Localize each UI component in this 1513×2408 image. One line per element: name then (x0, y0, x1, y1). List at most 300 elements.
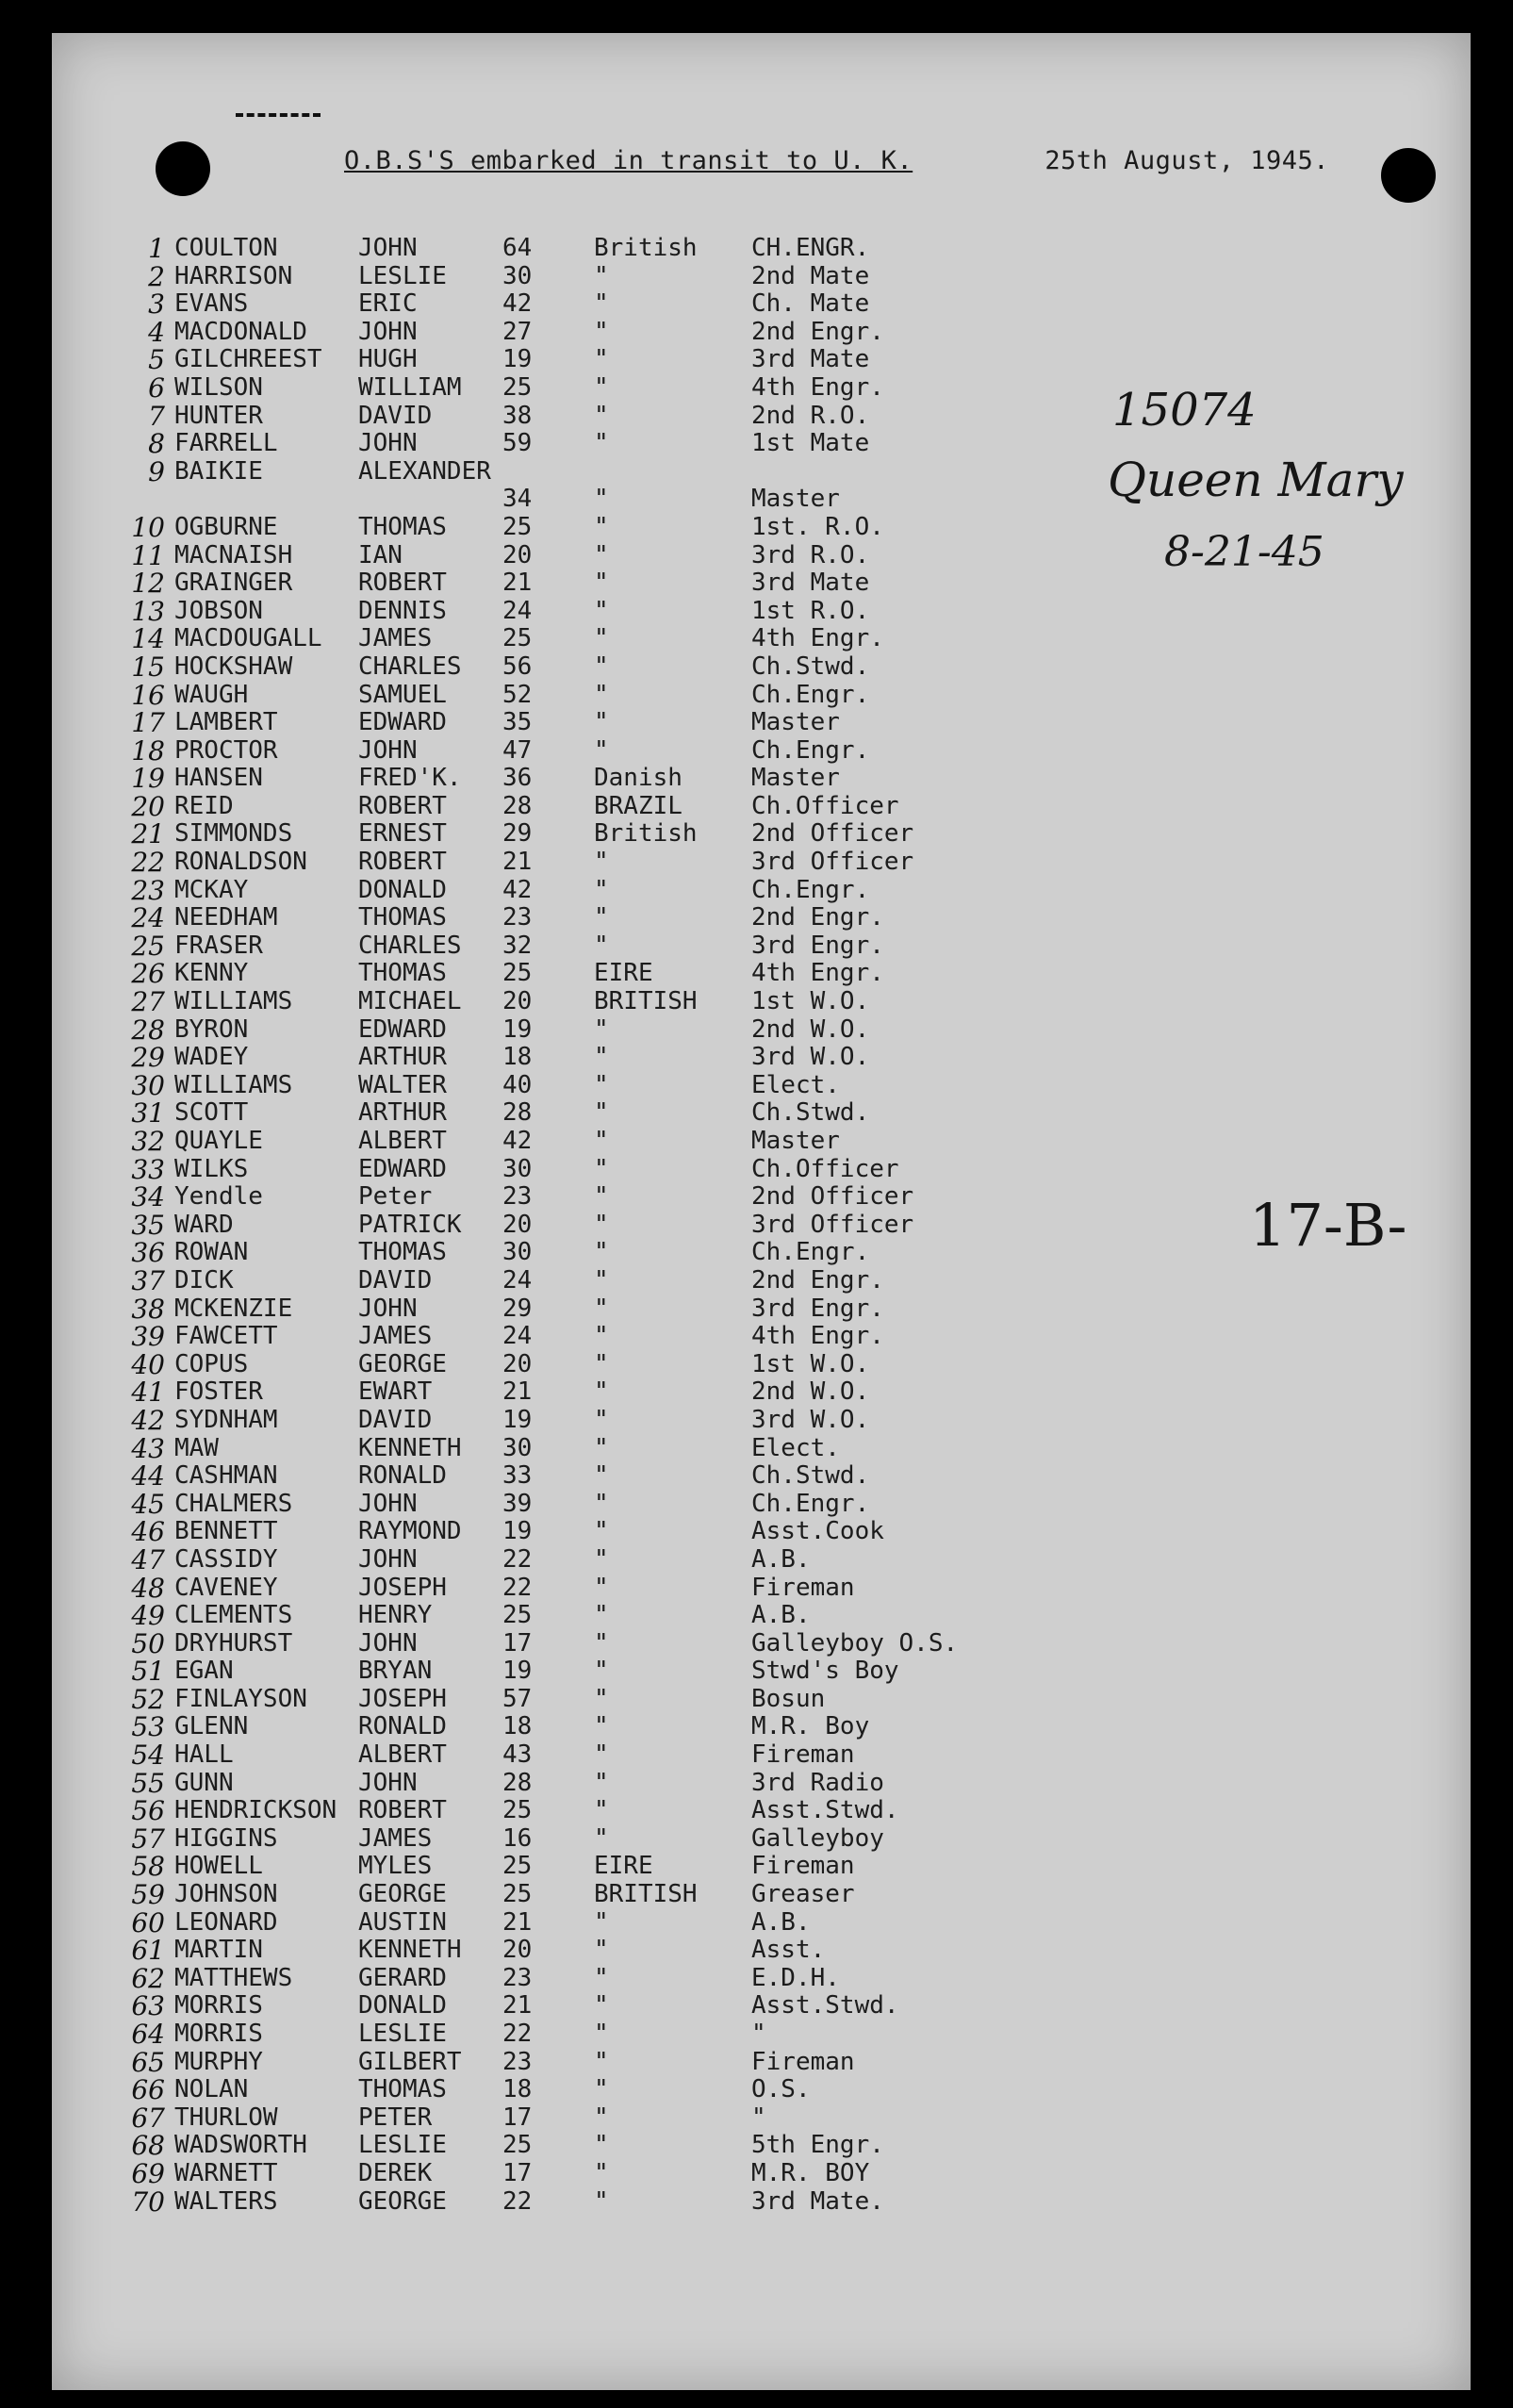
nationality: " (594, 1628, 609, 1658)
age: 27 (502, 317, 533, 346)
row-number: 49 (131, 1600, 165, 1632)
row-number: 17 (131, 707, 165, 739)
surname: REID (174, 791, 234, 820)
age: 25 (502, 624, 533, 653)
row-number: 5 (148, 344, 165, 376)
surname: MORRIS (174, 1991, 263, 2020)
given-name: JOHN (358, 1768, 418, 1797)
rank: 3rd Mate (751, 345, 870, 374)
row-number: 15 (131, 651, 165, 683)
nationality: " (594, 512, 609, 541)
table-row (52, 932, 1471, 961)
age: 18 (502, 1043, 533, 1072)
surname: MAW (174, 1433, 219, 1462)
row-number: 45 (131, 1488, 165, 1520)
given-name: THOMAS (358, 1238, 447, 1267)
nationality: " (594, 2103, 609, 2132)
surname: HARRISON (174, 261, 293, 290)
row-number: 11 (131, 539, 165, 571)
given-name: ERNEST (358, 819, 447, 849)
table-row (52, 765, 1471, 793)
age: 19 (502, 345, 533, 374)
nationality: " (594, 1907, 609, 1937)
row-number: 2 (148, 260, 165, 292)
nationality: " (594, 540, 609, 569)
given-name: JOHN (358, 429, 418, 458)
nationality: " (594, 317, 609, 346)
nationality: " (594, 1823, 609, 1853)
rank: 1st W.O. (751, 987, 870, 1016)
row-number: 53 (131, 1711, 165, 1743)
given-name: JOHN (358, 1294, 418, 1323)
surname: WARNETT (174, 2158, 278, 2187)
age: 29 (502, 1294, 533, 1323)
rank: 2nd Mate (751, 261, 870, 290)
rank: 2nd Officer (751, 819, 914, 849)
given-name: JOHN (358, 735, 418, 765)
rank: 1st W.O. (751, 1349, 870, 1378)
age: 22 (502, 2020, 533, 2048)
given-name: ARTHUR (358, 1043, 447, 1072)
nationality: " (594, 429, 609, 458)
row-number: 6 (148, 371, 165, 404)
surname: WILKS (174, 1154, 249, 1183)
rank: 2nd W.O. (751, 1014, 870, 1044)
row-number: 1 (148, 233, 165, 264)
age: 30 (502, 1154, 533, 1183)
age: 20 (502, 540, 533, 569)
row-number: 30 (131, 1069, 165, 1101)
nationality: " (594, 708, 609, 737)
table-row (52, 1572, 1471, 1604)
rank: 4th Engr. (751, 1322, 884, 1351)
age: 22 (502, 1573, 533, 1602)
rank: Ch.Engr. (751, 735, 870, 765)
stray-mark (236, 113, 321, 123)
given-name: DONALD (358, 875, 447, 904)
nationality: " (594, 1014, 609, 1044)
table-row (52, 1432, 1471, 1464)
age: 33 (502, 1461, 533, 1491)
row-number: 44 (131, 1460, 165, 1493)
given-name: GEORGE (358, 1349, 447, 1378)
rank: 1st R.O. (751, 596, 870, 625)
rank: E.D.H. (751, 1963, 840, 1992)
age: 36 (502, 764, 533, 793)
nationality: " (594, 1517, 609, 1546)
nationality: " (594, 1740, 609, 1770)
table-row (52, 1543, 1471, 1575)
surname: FRASER (174, 931, 263, 960)
given-name: DAVID (358, 1405, 433, 1434)
surname: SIMMONDS (174, 819, 293, 849)
given-name: ALBERT (358, 1127, 447, 1155)
given-name: ROBERT (358, 791, 447, 820)
surname: MATTHEWS (174, 1963, 293, 1992)
age: 59 (502, 429, 533, 458)
age: 24 (502, 1265, 533, 1295)
row-number: 39 (131, 1321, 165, 1353)
row-number: 56 (131, 1795, 165, 1827)
handwritten-number: 15074 (1112, 384, 1257, 437)
table-row (52, 960, 1471, 988)
rank: A.B. (751, 1907, 811, 1937)
table-row (52, 1295, 1471, 1324)
surname: SCOTT (174, 1098, 249, 1128)
given-name: HENRY (358, 1601, 433, 1630)
nationality: " (594, 485, 609, 514)
nationality: BRAZIL (594, 791, 682, 820)
given-name: GILBERT (358, 2047, 462, 2076)
rank: A.B. (751, 1601, 811, 1630)
row-number: 69 (131, 2157, 165, 2189)
row-number: 4 (148, 316, 165, 348)
table-row (52, 1069, 1471, 1101)
surname: Yendle (174, 1182, 263, 1212)
table-row (52, 734, 1471, 767)
table-row (52, 1323, 1471, 1351)
nationality: " (594, 2158, 609, 2187)
table-row (52, 1627, 1471, 1659)
table-row (52, 1404, 1471, 1436)
table-row (52, 235, 1471, 263)
rank: 3rd Officer (751, 1210, 914, 1239)
row-number: 24 (131, 902, 165, 934)
age: 24 (502, 596, 533, 625)
surname: FARRELL (174, 429, 278, 458)
given-name: FRED'K. (358, 764, 462, 793)
table-row (52, 1881, 1471, 1909)
rank: 4th Engr. (751, 372, 884, 402)
nationality: " (594, 1433, 609, 1462)
row-number: 21 (131, 818, 165, 850)
given-name: GEORGE (358, 1880, 447, 1909)
given-name: SAMUEL (358, 680, 447, 709)
row-number: 36 (131, 1237, 165, 1269)
age: 42 (502, 289, 533, 319)
surname: CASSIDY (174, 1544, 278, 1574)
age: 23 (502, 1182, 533, 1212)
surname: GRAINGER (174, 569, 293, 598)
age: 19 (502, 1014, 533, 1044)
nationality: " (594, 735, 609, 765)
nationality: " (594, 1043, 609, 1072)
row-number: 63 (131, 1990, 165, 2022)
surname: GLENN (174, 1712, 249, 1741)
nationality: " (594, 1544, 609, 1574)
rank: Ch.Officer (751, 791, 899, 820)
row-number: 10 (131, 511, 165, 543)
punch-hole-left (156, 141, 210, 196)
rank: Fireman (751, 1573, 855, 1602)
rank: Ch.Engr. (751, 1238, 870, 1267)
nationality: " (594, 2075, 609, 2104)
age: 52 (502, 680, 533, 709)
age: 21 (502, 569, 533, 598)
rank: Asst.Stwd. (751, 1796, 899, 1825)
rank: Galleyboy (751, 1823, 884, 1853)
given-name: KENNETH (358, 1433, 462, 1462)
surname: COULTON (174, 234, 278, 262)
row-number: 16 (131, 679, 165, 711)
age: 32 (502, 931, 533, 960)
table-row (52, 874, 1471, 906)
nationality: " (594, 1182, 609, 1212)
table-row (52, 904, 1471, 932)
rank: Bosun (751, 1684, 826, 1713)
table-row (52, 1128, 1471, 1156)
surname: WALTERS (174, 2186, 278, 2216)
row-number: 7 (148, 400, 165, 432)
age: 20 (502, 1936, 533, 1965)
given-name: JOHN (358, 234, 418, 262)
age: 42 (502, 875, 533, 904)
rank: Elect. (751, 1070, 840, 1099)
nationality: " (594, 1601, 609, 1630)
table-row (52, 1462, 1471, 1491)
table-row (52, 346, 1471, 374)
row-number: 48 (131, 1572, 165, 1604)
surname: QUAYLE (174, 1127, 263, 1155)
given-name: EDWARD (358, 708, 447, 737)
row-number: 35 (131, 1209, 165, 1241)
given-name: HUGH (358, 345, 418, 374)
table-row (52, 1741, 1471, 1770)
row-number: 22 (131, 847, 165, 879)
rank: Ch.Stwd. (751, 1461, 870, 1491)
table-row (52, 2020, 1471, 2049)
surname: RONALDSON (174, 848, 307, 877)
age: 38 (502, 401, 533, 430)
handwritten-code: 17-B- (1249, 1191, 1407, 1260)
given-name: THOMAS (358, 903, 447, 932)
given-name: DENNIS (358, 596, 447, 625)
table-row (52, 1658, 1471, 1686)
rank: Fireman (751, 1852, 855, 1881)
given-name: JOHN (358, 1544, 418, 1574)
nationality: " (594, 1127, 609, 1155)
age: 16 (502, 1823, 533, 1853)
table-row (52, 1264, 1471, 1296)
age: 23 (502, 2047, 533, 2076)
surname: BAIKIE (174, 456, 263, 486)
age: 34 (502, 485, 533, 514)
rank: Master (751, 485, 840, 514)
surname: WILSON (174, 372, 263, 402)
row-number: 67 (131, 2102, 165, 2134)
age: 22 (502, 2186, 533, 2216)
nationality: " (594, 1210, 609, 1239)
document-header (344, 146, 1329, 175)
given-name: RONALD (358, 1461, 447, 1491)
row-number: 34 (131, 1181, 165, 1213)
rank: 1st. R.O. (751, 512, 884, 541)
nationality: " (594, 372, 609, 402)
given-name: WALTER (358, 1070, 447, 1099)
table-row (52, 653, 1471, 682)
surname: HIGGINS (174, 1823, 278, 1853)
age: 19 (502, 1517, 533, 1546)
rank: 3rd W.O. (751, 1405, 870, 1434)
nationality: British (594, 819, 698, 849)
row-number: 28 (131, 1014, 165, 1046)
given-name: ROBERT (358, 569, 447, 598)
rank: CH.ENGR. (751, 234, 870, 262)
rank: Asst.Stwd. (751, 1991, 899, 2020)
row-number: 60 (131, 1906, 165, 1938)
surname: HENDRICKSON (174, 1796, 337, 1825)
surname: OGBURNE (174, 512, 278, 541)
row-number: 68 (131, 2130, 165, 2162)
handwritten-ship-name: Queen Mary (1108, 453, 1404, 507)
surname: JOHNSON (174, 1880, 278, 1909)
rank: Ch.Stwd. (751, 1098, 870, 1128)
surname: THURLOW (174, 2103, 278, 2132)
given-name: PETER (358, 2103, 433, 2132)
surname: MARTIN (174, 1936, 263, 1965)
row-number: 19 (131, 763, 165, 795)
table-row (52, 2157, 1471, 2189)
handwritten-date: 8-21-45 (1164, 528, 1324, 576)
given-name: BRYAN (358, 1657, 433, 1686)
age: 42 (502, 1127, 533, 1155)
age: 25 (502, 1852, 533, 1881)
nationality: " (594, 1349, 609, 1378)
rank: Asst.Cook (751, 1517, 884, 1546)
nationality: " (594, 1098, 609, 1128)
given-name: JOHN (358, 1628, 418, 1658)
rank: " (751, 2020, 766, 2048)
table-row (52, 1962, 1471, 1994)
nationality: Danish (594, 764, 682, 793)
age: 17 (502, 2103, 533, 2132)
table-row (52, 1906, 1471, 1938)
nationality: " (594, 1154, 609, 1183)
rank: 3rd W.O. (751, 1043, 870, 1072)
table-row (52, 709, 1471, 737)
row-number: 61 (131, 1935, 165, 1967)
surname: WARD (174, 1210, 234, 1239)
table-row (52, 988, 1471, 1016)
nationality: " (594, 261, 609, 290)
given-name: JAMES (358, 1322, 433, 1351)
age: 28 (502, 1768, 533, 1797)
surname: BYRON (174, 1014, 249, 1044)
rank: 3rd Officer (751, 848, 914, 877)
given-name: CHARLES (358, 651, 462, 681)
age: 19 (502, 1405, 533, 1434)
given-name: AUSTIN (358, 1907, 447, 1937)
given-name: EDWARD (358, 1154, 447, 1183)
surname: CAVENEY (174, 1573, 278, 1602)
rank: 2nd W.O. (751, 1377, 870, 1407)
table-row (52, 260, 1471, 292)
given-name: JOSEPH (358, 1573, 447, 1602)
nationality: " (594, 401, 609, 430)
rank: Elect. (751, 1433, 840, 1462)
age: 56 (502, 651, 533, 681)
document-date: 25th August, 1945. (1044, 146, 1329, 175)
row-number: 26 (131, 958, 165, 990)
row-number: 66 (131, 2074, 165, 2106)
table-row (52, 849, 1471, 877)
surname: MURPHY (174, 2047, 263, 2076)
nationality: " (594, 2186, 609, 2216)
rank: Master (751, 708, 840, 737)
age: 17 (502, 2158, 533, 2187)
row-number: 25 (131, 930, 165, 962)
rank: 5th Engr. (751, 2131, 884, 2160)
age: 21 (502, 1907, 533, 1937)
given-name: THOMAS (358, 959, 447, 988)
rank: M.R. BOY (751, 2158, 870, 2187)
given-name: DONALD (358, 1991, 447, 2020)
surname: EVANS (174, 289, 249, 319)
age: 30 (502, 261, 533, 290)
row-number: 55 (131, 1767, 165, 1799)
surname: LAMBERT (174, 708, 278, 737)
age: 39 (502, 1489, 533, 1518)
rank: Fireman (751, 1740, 855, 1770)
nationality: " (594, 1461, 609, 1491)
nationality: " (594, 345, 609, 374)
surname: MACDONALD (174, 317, 307, 346)
table-row (52, 1822, 1471, 1855)
row-number: 58 (131, 1851, 165, 1883)
given-name: GERARD (358, 1963, 447, 1992)
given-name: MYLES (358, 1852, 433, 1881)
rank: 3rd Mate (751, 569, 870, 598)
row-number: 31 (131, 1097, 165, 1130)
rank: 2nd Officer (751, 1182, 914, 1212)
age: 20 (502, 987, 533, 1016)
nationality: " (594, 569, 609, 598)
given-name: IAN (358, 540, 403, 569)
nationality: " (594, 1796, 609, 1825)
rank: A.B. (751, 1544, 811, 1574)
rank: 2nd R.O. (751, 401, 870, 430)
table-row (52, 2104, 1471, 2133)
row-number: 65 (131, 2046, 165, 2078)
nationality: " (594, 1489, 609, 1518)
age: 35 (502, 708, 533, 737)
nationality: " (594, 1322, 609, 1351)
nationality: " (594, 1963, 609, 1992)
surname: HANSEN (174, 764, 263, 793)
nationality: EIRE (594, 1852, 653, 1881)
table-row (52, 1797, 1471, 1825)
nationality: " (594, 1238, 609, 1267)
table-row (52, 1518, 1471, 1546)
row-number: 40 (131, 1348, 165, 1380)
nationality: " (594, 680, 609, 709)
nationality: " (594, 1991, 609, 2020)
rank: Ch. Mate (751, 289, 870, 319)
nationality: " (594, 651, 609, 681)
rank: 3rd Engr. (751, 1294, 884, 1323)
age: 43 (502, 1740, 533, 1770)
rank: 2nd Engr. (751, 903, 884, 932)
given-name: CHARLES (358, 931, 462, 960)
table-row (52, 2046, 1471, 2078)
rank: 2nd Engr. (751, 1265, 884, 1295)
rank: 3rd Engr. (751, 931, 884, 960)
age: 25 (502, 1796, 533, 1825)
nationality: " (594, 2047, 609, 2076)
nationality: " (594, 1768, 609, 1797)
given-name: DAVID (358, 401, 433, 430)
row-number: 38 (131, 1293, 165, 1325)
